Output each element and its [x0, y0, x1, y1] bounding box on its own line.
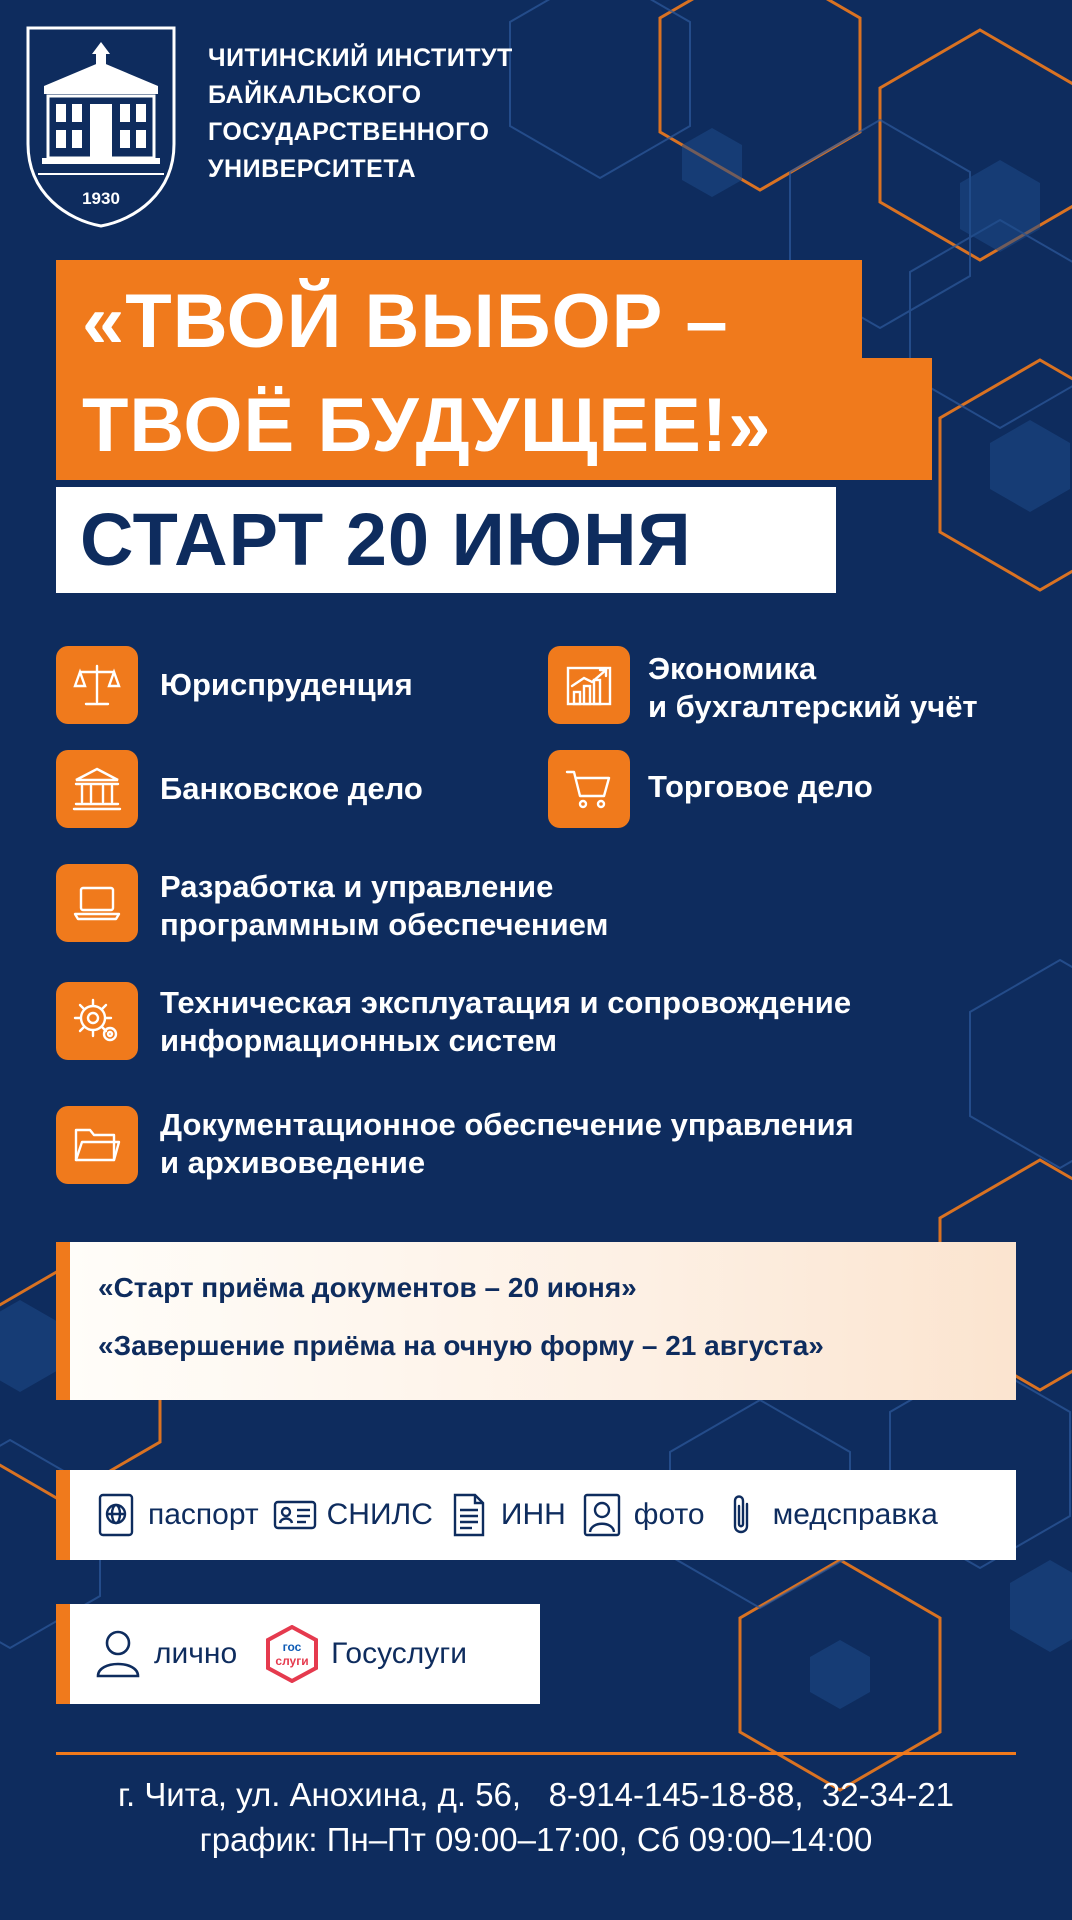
- document-item: [273, 1492, 433, 1538]
- program-label: [160, 1106, 854, 1182]
- footer-divider: [56, 1752, 1016, 1755]
- headline-line1: «ТВОЙ ВЫБОР –: [82, 279, 729, 364]
- submit-method-label: Госуслуги: [331, 1637, 467, 1670]
- document-label: СНИЛС: [326, 1498, 433, 1531]
- program-label-line: Экономика: [648, 651, 817, 686]
- admission-start-date: «Старт приёма документов – 20 июня»: [98, 1272, 637, 1303]
- paperclip-icon: [719, 1492, 763, 1538]
- person-icon: [94, 1628, 142, 1680]
- program-label-line: и бухгалтерский учёт: [648, 689, 978, 724]
- document-label: медсправка: [772, 1498, 938, 1531]
- document-label: ИНН: [500, 1498, 566, 1531]
- laptop-icon: [56, 864, 138, 942]
- submission-methods-bar: [56, 1604, 540, 1704]
- institute-name-line: БАЙКАЛЬСКОГО: [208, 81, 422, 109]
- program-label: [648, 650, 978, 726]
- program-label-line: Торговое дело: [648, 769, 873, 804]
- photo-portrait-icon: [580, 1492, 624, 1538]
- program-label-line: Банковское дело: [160, 771, 423, 806]
- admission-end-date: «Завершение приёма на очную форму – 21 августа»: [98, 1330, 824, 1361]
- gears-icon: [56, 982, 138, 1060]
- institute-name-line: УНИВЕРСИТЕТА: [208, 155, 417, 183]
- institute-name-line: ГОСУДАРСТВЕННОГО: [208, 118, 490, 146]
- institute-name: [208, 40, 588, 188]
- admission-dates-box: [56, 1242, 1016, 1400]
- scales-icon: [56, 646, 138, 724]
- submit-in-person: [94, 1628, 237, 1680]
- document-label: паспорт: [148, 1498, 259, 1531]
- bank-icon: [56, 750, 138, 828]
- document-item: [719, 1492, 938, 1538]
- document-label: фото: [633, 1498, 705, 1531]
- program-label: [648, 768, 873, 806]
- institute-name-line: ЧИТИНСКИЙ ИНСТИТУТ: [208, 44, 513, 72]
- program-label: [160, 868, 608, 944]
- program-label: [160, 984, 851, 1060]
- required-documents-bar: [56, 1470, 1016, 1560]
- document-item: [447, 1492, 566, 1538]
- submit-gosuslugi: [265, 1625, 467, 1683]
- building-emblem-icon: [42, 42, 160, 164]
- document-item: [580, 1492, 705, 1538]
- shopping-cart-icon: [548, 750, 630, 828]
- submit-method-label: лично: [154, 1637, 238, 1670]
- program-label-line: программным обеспечением: [160, 907, 609, 942]
- program-label-line: Юриспруденция: [160, 667, 413, 702]
- document-icon: [447, 1492, 491, 1538]
- gosuslugi-icon: [265, 1625, 319, 1683]
- headline-line2: ТВОЁ БУДУЩЕЕ!»: [82, 383, 772, 468]
- passport-icon: [94, 1492, 138, 1538]
- logo-year: 1930: [82, 189, 120, 208]
- university-logo: [24, 24, 178, 230]
- id-card-icon: [273, 1492, 317, 1538]
- program-label: [160, 770, 423, 808]
- folder-icon: [56, 1106, 138, 1184]
- program-label: [160, 666, 413, 704]
- program-label-line: Разработка и управление: [160, 869, 554, 904]
- contact-address-phones: г. Чита, ул. Анохина, д. 56, 8-914-145-18-88, 32-34-21: [117, 1776, 955, 1813]
- contact-schedule: график: Пн–Пт 09:00–17:00, Сб 09:00–14:00: [199, 1821, 873, 1858]
- program-label-line: информационных систем: [160, 1023, 558, 1058]
- start-date-text: СТАРТ 20 ИЮНЯ: [80, 498, 692, 581]
- document-item: [94, 1492, 259, 1538]
- growth-chart-icon: [548, 646, 630, 724]
- program-label-line: Документационное обеспечение управления: [160, 1107, 854, 1142]
- program-label-line: Техническая эксплуатация и сопровождение: [160, 985, 852, 1020]
- program-label-line: и архивоведение: [160, 1145, 426, 1180]
- headline: [82, 270, 962, 478]
- gosuslugi-logo-text: гос: [282, 1640, 302, 1654]
- gosuslugi-logo-text: слуги: [275, 1654, 309, 1668]
